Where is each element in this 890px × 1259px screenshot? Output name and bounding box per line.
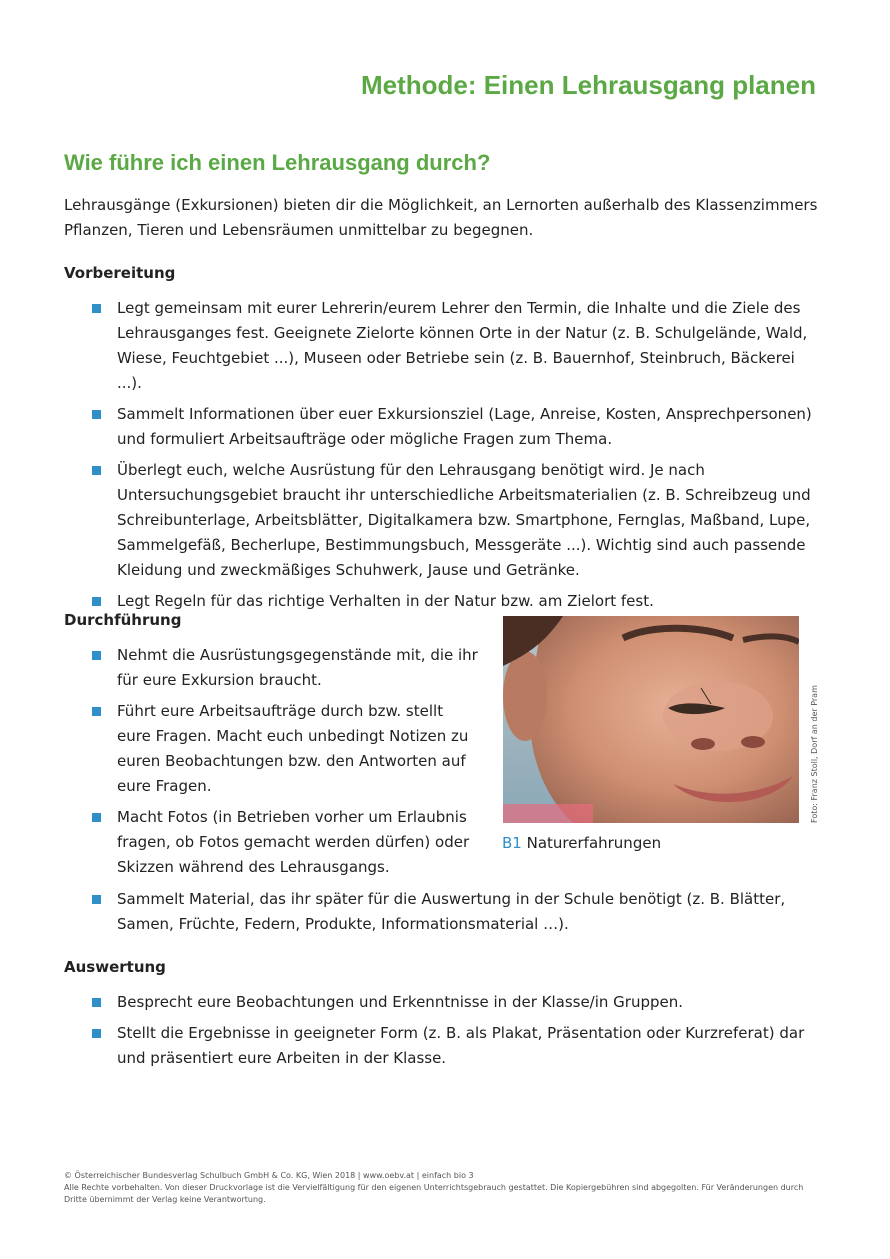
section-title-durchfuehrung: Durchführung xyxy=(64,611,182,629)
list-item-text: Führt eure Arbeitsaufträge durch bzw. stellt eure Fragen. Macht euch unbedingt Notizen zu euren Beobachtungen bzw. den Antworten auf eure Fragen. xyxy=(117,702,469,795)
list-item-text: Sammelt Informationen über euer Exkursionsziel (Lage, Anreise, Kosten, Ansprechpersonen) und formuliert Arbeitsaufträge oder mögliche Fragen zum Thema. xyxy=(117,405,812,448)
figure-caption xyxy=(502,834,661,852)
figure-caption-text: Naturerfahrungen xyxy=(526,834,662,852)
intro-paragraph: Lehrausgänge (Exkursionen) bieten dir die Möglichkeit, an Lernorten außerhalb des Klassenzimmers Pflanzen, Tieren und Lebensräumen unmittelbar zu begegnen. xyxy=(64,196,818,239)
figure-photo xyxy=(503,616,799,823)
list-item xyxy=(0,1021,818,1071)
page-title: Methode: Einen Lehrausgang planen xyxy=(360,70,816,100)
photo-credit: Foto: Franz Stoll, Dorf an der Pram xyxy=(810,685,819,823)
list-item-text: Besprecht eure Beobachtungen und Erkenntnisse in der Klasse/in Gruppen. xyxy=(117,993,684,1011)
list-durchfuehrung-continued xyxy=(0,887,818,943)
list-item-text: Stellt die Ergebnisse in geeigneter Form (z. B. als Plakat, Präsentation oder Kurzreferat) dar und präsentiert eure Arbeiten in der Klasse. xyxy=(117,1024,805,1067)
section-heading: Wie führe ich einen Lehrausgang durch? xyxy=(64,150,491,175)
list-item-text: Überlegt euch, welche Ausrüstung für den Lehrausgang benötigt wird. Je nach Untersuchungsgebiet braucht ihr unterschiedliche Arbeitsmaterialien (z. B. Schreibzeug und Schreibunterlage, Arbeitsblätter, Digitalkamera bzw. Smartphone, Fernglas, Maßband, Lupe, Sammelgefäß, Becherlupe, Bestimmungsbuch, Messgeräte ...). Wichtig sind auch passende Kleidung und zweckmäßiges Schuhwerk, Jause und Getränke. xyxy=(117,461,811,579)
list-auswertung xyxy=(0,990,818,1077)
page-footer xyxy=(64,1170,824,1206)
list-item xyxy=(0,643,478,693)
bullet-square-icon xyxy=(92,1029,101,1038)
list-item xyxy=(0,296,818,396)
list-item-text: Legt Regeln für das richtige Verhalten in der Natur bzw. am Zielort fest. xyxy=(117,592,654,610)
section-title-auswertung: Auswertung xyxy=(64,958,166,976)
bullet-square-icon xyxy=(92,651,101,660)
photo-girl-butterfly xyxy=(503,616,799,823)
list-durchfuehrung xyxy=(0,643,478,886)
bullet-square-icon xyxy=(92,813,101,822)
footer-copyright: © Österreichischer Bundesverlag Schulbuch GmbH & Co. KG, Wien 2018 | www.oebv.at | einfach bio 3 xyxy=(64,1171,474,1180)
bullet-square-icon xyxy=(92,998,101,1007)
list-item-text: Macht Fotos (in Betrieben vorher um Erlaubnis fragen, ob Fotos gemacht werden dürfen) oder Skizzen während des Lehrausgangs. xyxy=(117,808,470,876)
footer-rights: Alle Rechte vorbehalten. Von dieser Druckvorlage ist die Vervielfältigung für den eigenen Unterrichtsgebrauch gestattet. Die Kopiergebühren sind abgegolten. Für Veränderungen durch Dritte übernimmt der Verlag keine Verantwortung. xyxy=(64,1183,804,1204)
list-item xyxy=(0,402,818,452)
figure-label: B1 xyxy=(502,834,522,852)
section-title-vorbereitung: Vorbereitung xyxy=(64,264,176,282)
bullet-square-icon xyxy=(92,304,101,313)
list-item xyxy=(0,887,818,937)
list-vorbereitung xyxy=(0,296,818,620)
list-item xyxy=(0,699,478,799)
bullet-square-icon xyxy=(92,597,101,606)
bullet-square-icon xyxy=(92,707,101,716)
bullet-square-icon xyxy=(92,466,101,475)
list-item-text: Legt gemeinsam mit eurer Lehrerin/eurem Lehrer den Termin, die Inhalte und die Ziele des Lehrausganges fest. Geeignete Zielorte können Orte in der Natur (z. B. Schulgelände, Wald, Wiese, Feuchtgebiet ...), Museen oder Betriebe sein (z. B. Bauernhof, Steinbruch, Bäckerei ...). xyxy=(117,299,808,392)
list-item-text: Nehmt die Ausrüstungsgegenstände mit, die ihr für eure Exkursion braucht. xyxy=(117,646,478,689)
list-item xyxy=(0,805,478,880)
list-item-text: Sammelt Material, das ihr später für die Auswertung in der Schule benötigt (z. B. Blätter, Samen, Früchte, Federn, Produkte, Informationsmaterial …). xyxy=(117,890,786,933)
bullet-square-icon xyxy=(92,410,101,419)
list-item xyxy=(0,990,818,1015)
list-item xyxy=(0,458,818,583)
bullet-square-icon xyxy=(92,895,101,904)
